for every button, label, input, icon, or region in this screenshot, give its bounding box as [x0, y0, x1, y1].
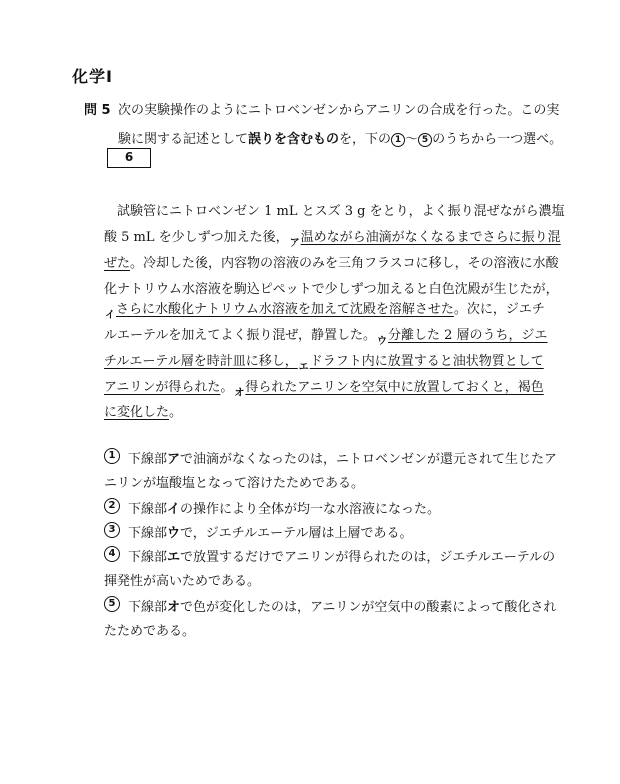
passage-line: 化ナトリウム水溶液を駒込ピペットで少しずつ加えると白色沈殿が生じたが，: [104, 282, 559, 297]
choice-mark: ア: [167, 452, 181, 467]
circled-number: 5: [104, 596, 120, 612]
passage-line: [104, 298, 545, 321]
circled-number-last: 5: [418, 133, 432, 147]
choice-mark: ウ: [167, 526, 181, 541]
subject-heading: 化学Ⅰ: [72, 67, 113, 86]
passage-line: [104, 401, 182, 420]
choice-text: 下線部: [128, 550, 168, 565]
underline-marker-i: イ: [105, 310, 115, 321]
passage-text: 。冷却した後，内容物の溶液のみを三角フラスコに移し，その溶液に水酸: [130, 256, 559, 271]
stem-text: のうちから一つ選べ。: [432, 132, 563, 147]
underline-marker-o: オ: [234, 388, 245, 399]
underlined-text-i: さらに水酸化ナトリウム水溶液を加えて沈殿を溶解させた: [116, 302, 454, 317]
stem-text: 験に関する記述として: [118, 132, 249, 147]
choice-continuation: たためである。: [104, 624, 196, 639]
question-stem-line-2: [118, 128, 562, 147]
choice-text: 下線部: [128, 600, 168, 615]
stem-emphasis: 誤りを含むもの: [248, 132, 340, 147]
passage-text: 酸 5 mL を少しずつ加えた後，: [104, 230, 289, 245]
choice-text: で色が変化したのは，アニリンが空気中の酸素によって酸化され: [180, 600, 557, 615]
stem-text: を，下の: [339, 132, 392, 147]
answer-box: 6: [107, 148, 151, 168]
passage-text: 。: [220, 380, 234, 395]
underlined-text-e: ドラフト内に放置すると油状物質として: [309, 354, 544, 369]
passage-line: [104, 226, 561, 249]
circled-number: 1: [104, 448, 120, 464]
question-number: 問 5: [84, 103, 111, 118]
passage-text: ルエーテルを加えてよく振り混ぜ，静置した。: [104, 328, 376, 343]
choice-mark: エ: [167, 550, 181, 565]
passage-line: 試験管にニトロベンゼン 1 mL とスズ 3 g をとり，よく振り混ぜながら濃塩: [117, 204, 565, 219]
passage-line: [104, 350, 544, 373]
choice-text: 下線部: [128, 526, 168, 541]
underlined-text-u: 分離した 2 層のうち，ジエ: [387, 328, 548, 343]
choice-text: で放置するだけでアニリンが得られたのは，ジエチルエーテルの: [180, 550, 556, 565]
underlined-text-o: 得られたアニリンを空気中に放置しておくと，褐色: [245, 380, 544, 395]
passage-text: 。次に，ジエチ: [453, 302, 545, 317]
passage-line: [104, 376, 544, 399]
underlined-text-o: に変化した: [104, 405, 170, 420]
underlined-text-u: チルエーテル層を時計皿に移し，: [104, 354, 298, 369]
stem-range-sep: ～: [405, 132, 419, 147]
choice-text: で，ジエチルエーテル層は上層である。: [180, 526, 413, 541]
passage-text: 。: [169, 405, 183, 420]
choice-mark: イ: [167, 502, 181, 517]
underline-marker-a: ア: [289, 238, 300, 249]
underline-marker-e: エ: [298, 362, 309, 373]
underlined-text-a: 温めながら油滴がなくなるまでさらに振り混: [300, 230, 561, 245]
choice-text: 下線部: [128, 502, 168, 517]
underlined-text-e: アニリンが得られた: [104, 380, 221, 395]
underlined-text-a: ぜた: [104, 256, 131, 271]
choice-text: 下線部: [128, 452, 168, 467]
circled-number: 2: [104, 498, 120, 514]
choice-mark: オ: [167, 600, 181, 615]
choice-continuation: ニリンが塩酸塩となって溶けたためである。: [104, 476, 365, 491]
circled-number-first: 1: [391, 133, 405, 147]
choice-text: で油滴がなくなったのは，ニトロベンゼンが還元されて生じたア: [180, 452, 558, 467]
underline-marker-u: ウ: [376, 336, 387, 347]
circled-number: 3: [104, 522, 120, 538]
circled-number: 4: [104, 546, 120, 562]
choice-continuation: 揮発性が高いためである。: [104, 574, 261, 589]
choice-text: の操作により全体が均一な水溶液になった。: [180, 502, 441, 517]
passage-line: [104, 324, 548, 347]
question-stem-line-1: 次の実験操作のようにニトロベンゼンからアニリンの合成を行った。この実: [118, 103, 560, 118]
passage-line: [104, 252, 559, 271]
